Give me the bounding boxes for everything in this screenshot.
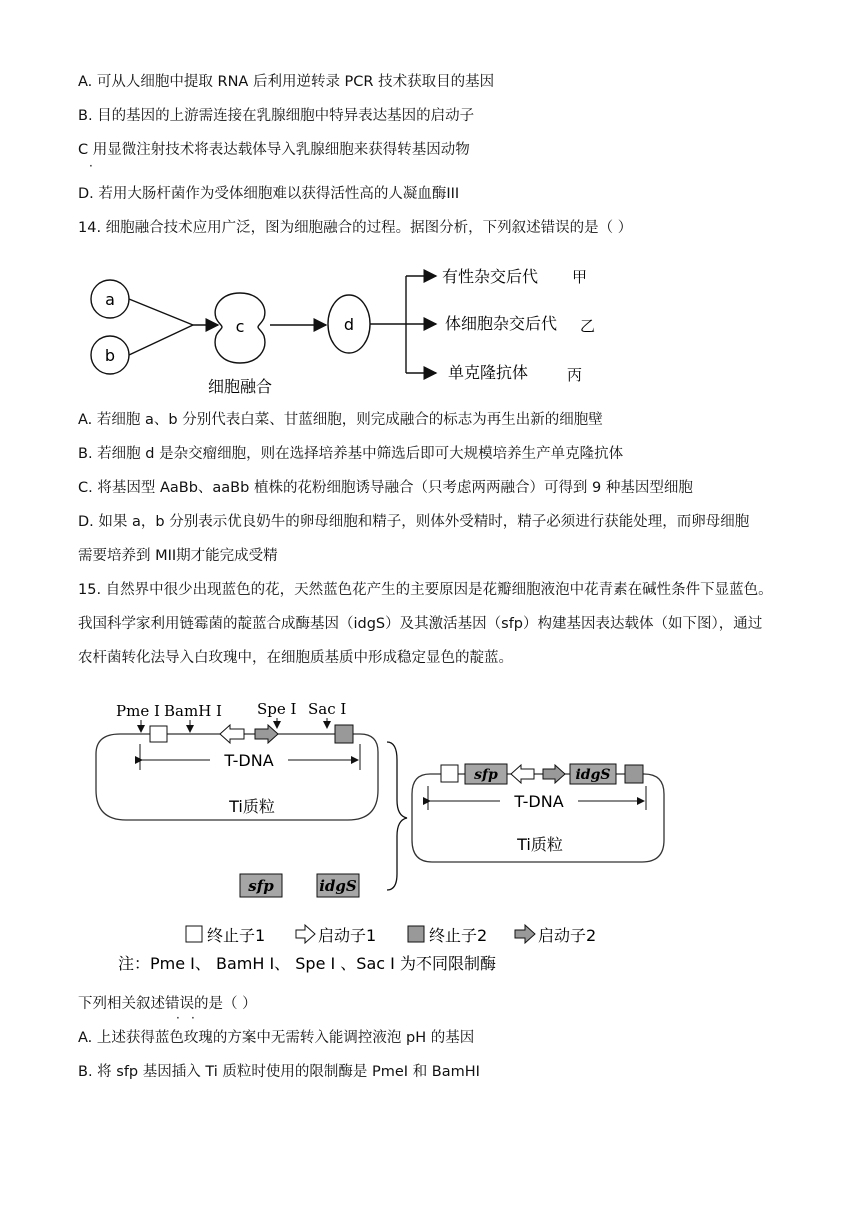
promoter-1-arrow xyxy=(220,725,244,743)
q14-option-d: D. 如果 a，b 分别表示优良奶牛的卵母细胞和精子，则体外受精时，精子必须进行获能处理，而卵母细胞 xyxy=(78,514,750,530)
brace xyxy=(387,742,407,890)
q15-stem-2: 我国科学家利用链霉菌的靛蓝合成酶基因（idgS）及其激活基因（sfp）构建基因表达载体（如下图），通过 xyxy=(78,616,763,632)
q13-option-d: D. 若用大肠杆菌作为受体细胞难以获得活性高的人凝血酶III xyxy=(78,186,460,202)
terminator-1-box xyxy=(150,726,167,742)
emphasis-dot: · xyxy=(176,1011,180,1025)
q14-option-d-cont: 需要培养到 MII期才能完成受精 xyxy=(78,548,278,564)
site-pme-i: Pme I xyxy=(116,702,160,720)
legend-terminator-2: 终止子2 xyxy=(429,926,488,945)
q13-option-b: B. 目的基因的上游需连接在乳腺细胞中特异表达基因的启动子 xyxy=(78,108,475,124)
q14-stem: 14. 细胞融合技术应用广泛，图为细胞融合的过程。据图分析，下列叙述错误的是（ ） xyxy=(78,220,633,236)
ti-plasmid-label-left: Ti质粒 xyxy=(229,797,275,816)
ti-plasmid-label-right: Ti质粒 xyxy=(517,835,563,854)
sfp-gene-label: sfp xyxy=(248,877,274,895)
outcome-1-tag: 甲 xyxy=(572,268,588,286)
q15-stem-1: 15. 自然界中很少出现蓝色的花，天然蓝色花产生的主要原因是花瓣细胞液泡中花青素在碱性条件下显蓝色。 xyxy=(78,582,773,598)
site-bamh-i: BamH I xyxy=(164,702,222,720)
q13-option-a: A. 可从人细胞中提取 RNA 后利用逆转录 PCR 技术获取目的基因 xyxy=(78,74,495,90)
legend-promoter-2-icon xyxy=(515,925,535,943)
emphasis-dot: · xyxy=(191,1011,195,1025)
fusion-label: 细胞融合 xyxy=(207,377,273,396)
legend-promoter-1-icon xyxy=(296,925,315,943)
outcome-3: 单克隆抗体 xyxy=(448,363,529,382)
q15-option-a: A. 上述获得蓝色玫瑰的方案中无需转入能调控液泡 pH 的基因 xyxy=(78,1030,475,1046)
outcome-1: 有性杂交后代 xyxy=(442,267,539,286)
q14-option-b: B. 若细胞 d 是杂交瘤细胞，则在选择培养基中筛选后即可大规模培养生产单克隆抗体 xyxy=(78,446,624,462)
site-spe-i: Spe I xyxy=(257,700,297,718)
cell-b-label: b xyxy=(104,346,116,365)
cell-fusion-diagram xyxy=(0,256,860,406)
outcome-2: 体细胞杂交后代 xyxy=(445,314,558,333)
cell-c-label: c xyxy=(235,317,245,336)
tdna-label-left: T-DNA xyxy=(224,751,274,770)
sfp-inserted-label: sfp xyxy=(474,767,498,783)
legend-promoter-2: 启动子2 xyxy=(538,926,597,945)
q14-option-a: A. 若细胞 a、b 分别代表白菜、甘蓝细胞，则完成融合的标志为再生出新的细胞壁 xyxy=(78,412,603,428)
q14-option-c: C. 将基因型 AaBb、aaBb 植株的花粉细胞诱导融合（只考虑两两融合）可得到 9 种基因型细胞 xyxy=(78,480,693,496)
outcome-2-tag: 乙 xyxy=(580,317,596,335)
enzyme-note: 注：Pme I、 BamH I、 Spe I 、Sac I 为不同限制酶 xyxy=(118,954,496,973)
outcome-3-tag: 丙 xyxy=(567,366,583,384)
legend-promoter-1: 启动子1 xyxy=(318,926,377,945)
q15-ask: 下列相关叙述错误的是（ ） xyxy=(78,996,257,1012)
cell-a-label: a xyxy=(105,290,115,309)
emphasis-dot: · xyxy=(89,159,93,173)
idgs-inserted-label: idgS xyxy=(575,767,611,783)
legend-terminator-2-icon xyxy=(408,926,424,942)
q13-option-c: C 用显微注射技术将表达载体导入乳腺细胞来获得转基因动物 xyxy=(78,142,470,158)
terminator-2-box xyxy=(335,725,353,743)
q15-stem-3: 农杆菌转化法导入白玫瑰中，在细胞质基质中形成稳定显色的靛蓝。 xyxy=(78,650,513,666)
site-sac-i: Sac I xyxy=(308,700,347,718)
cell-d-label: d xyxy=(343,315,355,334)
ti-plasmid-diagram xyxy=(0,690,860,980)
idgs-gene-label: idgS xyxy=(319,877,357,895)
promoter-2-arrow xyxy=(255,725,278,743)
legend-terminator-1: 终止子1 xyxy=(207,926,266,945)
q15-option-b: B. 将 sfp 基因插入 Ti 质粒时使用的限制酶是 PmeI 和 BamHI xyxy=(78,1064,480,1080)
legend-terminator-1-icon xyxy=(186,926,202,942)
tdna-label-right: T-DNA xyxy=(514,792,564,811)
